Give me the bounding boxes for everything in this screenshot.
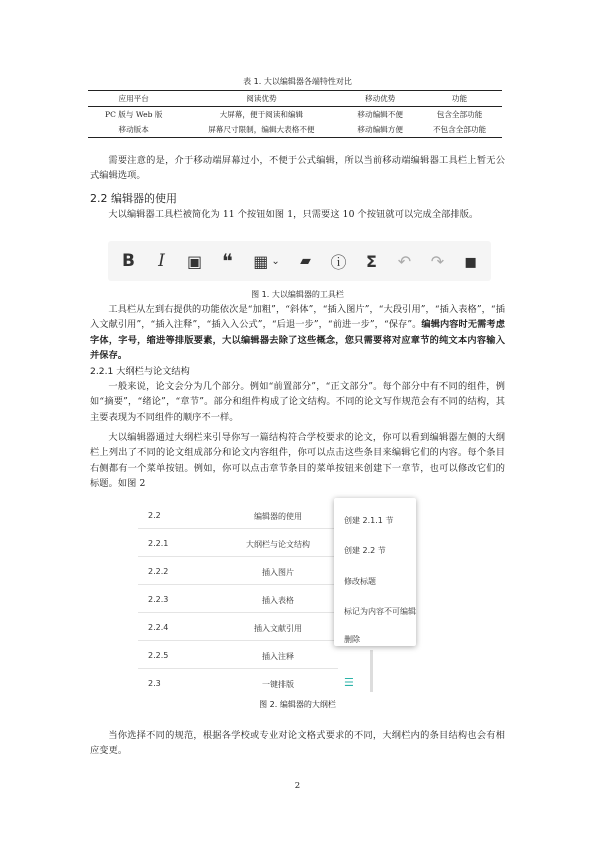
paragraph-outline-bar: 大以编辑器通过大纲栏来引导你写一篇结构符合学校要求的论文，你可以看到编辑器左侧的大纲栏上列出了不同的论文组成部分和论文内容组件，你可以点击这些条目来编辑它们的内容。每个条目右侧都有一个菜单按钮。例如，你可以点击章节条目的菜单按钮来创建下一章节，也可以修改它们的标题。如图 2: [90, 432, 505, 490]
toolbar-functions-bold-text: 编辑内容时无需考虑字体，字号，缩进等排版要素，大以编辑器去除了这些概念，您只需要将对应章节的纯文本内容输入并保存。: [90, 319, 505, 362]
paragraph-toolbar-functions: [90, 302, 505, 364]
page-number: 2: [294, 781, 301, 791]
outline-row-number: 2.2.1: [148, 539, 169, 548]
table-cell: 移动编辑不便: [357, 110, 403, 119]
table-row: [88, 107, 502, 123]
outline-row-number: 2.3: [148, 679, 161, 688]
image-icon[interactable]: ▣: [186, 251, 203, 271]
paragraph-mobile-note: 需要注意的是，介于移动端屏幕过小，不便于公式编辑，所以当前移动端编辑器工具栏上暂无公式编辑选项。: [90, 155, 505, 182]
paragraph-toolbar-intro: 大以编辑器工具栏被简化为 11 个按钮如图 1，只需要这 10 个按钮就可以完成全部排版。: [108, 209, 479, 220]
table-cell: 移动版本: [118, 125, 149, 134]
paragraph-thesis-structure: 一般来说，论文会分为几个部分。例如“前置部分”，“正文部分”。每个部分中有不同的组件，例如“摘要”，“绪论”，“章节”。部分和组件构成了论文结构。不同的论文写作规范会有不同的结构，其主要表现为不同组件的顺序不一样。: [90, 381, 505, 423]
section-heading: 2.2 编辑器的使用: [90, 192, 177, 205]
citation-icon[interactable]: ▰: [300, 253, 311, 269]
outline-row[interactable]: [138, 502, 338, 529]
table-cell: 不包含全部功能: [432, 125, 487, 134]
outline-row-number: 2.2: [148, 511, 161, 520]
context-menu: [334, 498, 416, 646]
menu-icon[interactable]: ☰: [344, 676, 354, 689]
outline-row-title: 插入文献引用: [254, 624, 302, 633]
undo-icon[interactable]: ↶: [397, 251, 412, 271]
editor-toolbar: [108, 241, 491, 281]
table-cell: 屏幕尺寸限制，编辑大表格不便: [208, 125, 315, 134]
table-caption: 表 1. 大以编辑器各端特性对比: [243, 77, 352, 86]
outline-row-title: 大纲栏与论文结构: [246, 540, 310, 549]
outline-row-number: 2.2.2: [148, 567, 169, 576]
outline-row[interactable]: [138, 558, 338, 585]
figure2-caption: 图 2. 编辑器的大纲栏: [259, 700, 336, 709]
redo-icon[interactable]: ↷: [430, 251, 445, 271]
italic-icon[interactable]: I: [158, 251, 165, 271]
table-cell: 包含全部功能: [436, 110, 483, 119]
table-header-cell: 移动优势: [365, 94, 396, 103]
table-icon[interactable]: [250, 250, 284, 272]
table-cell: 移动编辑方便: [357, 125, 403, 134]
info-icon[interactable]: ⓘ: [330, 252, 347, 272]
menu-item-lock[interactable]: 标记为内容不可编辑: [344, 607, 416, 616]
outline-row-title: 一键排版: [262, 680, 294, 689]
outline-row[interactable]: [138, 530, 338, 557]
table-header-cell: 应用平台: [118, 94, 149, 103]
outline-row-number: 2.2.3: [148, 595, 169, 604]
table-header-row: [88, 91, 502, 107]
quote-icon[interactable]: ❝: [222, 249, 233, 273]
scrollbar[interactable]: [370, 650, 373, 692]
table-row: [88, 122, 502, 138]
outline-row-title: 编辑器的使用: [254, 512, 302, 521]
figure1-caption: 图 1. 大以编辑器的工具栏: [251, 290, 344, 299]
outline-row-number: 2.2.4: [148, 623, 169, 632]
outline-row-title: 插入注释: [262, 652, 294, 661]
outline-row[interactable]: [138, 670, 358, 696]
bold-icon[interactable]: B: [122, 251, 135, 271]
menu-item-rename[interactable]: 修改标题: [344, 577, 376, 586]
menu-item-delete[interactable]: 删除: [344, 635, 360, 644]
subsection-heading: 2.2.1 大纲栏与论文结构: [90, 366, 190, 377]
chevron-down-icon: ⌄: [271, 255, 280, 267]
paragraph-outline-change: 当你选择不同的规范，根据各学校或专业对论文格式要求的不同，大纲栏内的条目结构也会有相应变更。: [90, 730, 505, 757]
outline-row[interactable]: [138, 586, 338, 613]
table-cell: 大屏幕，便于阅读和编辑: [219, 110, 304, 119]
outline-row-number: 2.2.5: [148, 651, 169, 660]
outline-row[interactable]: [138, 642, 338, 669]
save-icon[interactable]: ▪: [463, 249, 478, 273]
table-header-cell: 功能: [451, 94, 468, 103]
menu-item-create-subsection[interactable]: 创建 2.1.1 节: [344, 516, 394, 525]
table-icon-glyph: ▦: [253, 251, 269, 271]
formula-icon[interactable]: Σ: [366, 251, 377, 271]
menu-item-create-section[interactable]: 创建 2.2 节: [344, 546, 386, 555]
table-cell: PC 版与 Web 版: [104, 110, 163, 119]
outline-row-title: 插入表格: [262, 596, 294, 605]
comparison-table: [88, 90, 502, 138]
outline-row[interactable]: [138, 614, 338, 641]
table-header-cell: 阅读优势: [246, 94, 277, 103]
outline-row-title: 插入图片: [262, 568, 294, 577]
toolbar-functions-text: 工具栏从左到右提供的功能依次是“加粗”，“斜体”，“插入图片”，“大段引用”，“插入表格”，“插入文献引用”，“插入注释”，“插入入公式”，“后退一步”，“前进一步”，“保存”。: [90, 304, 505, 331]
